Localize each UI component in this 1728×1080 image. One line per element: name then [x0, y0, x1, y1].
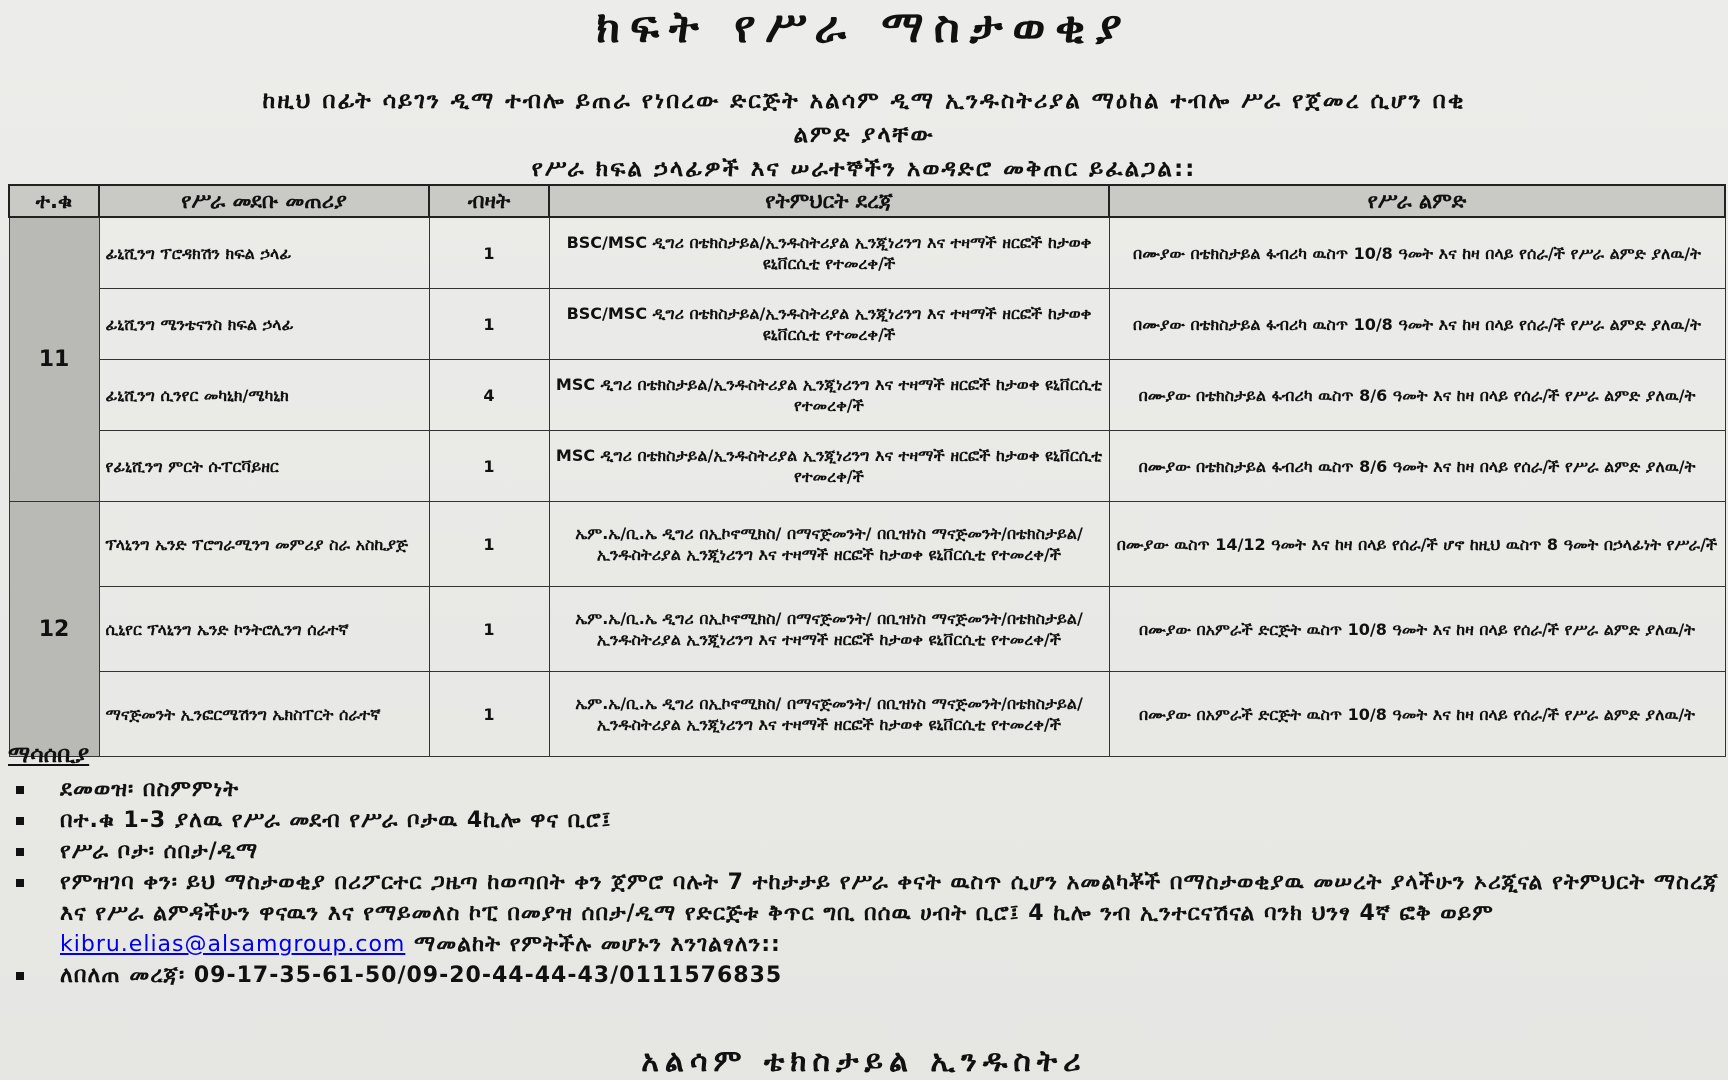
table-header-row [9, 185, 1725, 217]
education-cell: BSC/MSC ዲግሪ በቴክስታይል/ኢንዱስትሪያል ኢንጂነሪንግ እና ተዛማች ዘርፎች ከታወቀ ዩኒቨርሲቲ የተመረቀ/ች [549, 289, 1109, 360]
experience-cell: በሙያው በቴክስታይል ፋብሪካ ዉስጥ 8/6 ዓመት እና ከዛ በላይ የሰራ/ች የሥራ ልምድ ያለዉ/ት [1109, 431, 1725, 502]
experience-cell: በሙያው በአምራች ድርጅት ዉስጥ 10/8 ዓመት እና ከዛ በላይ የሰራ/ች የሥራ ልምድ ያለዉ/ት [1109, 587, 1725, 672]
education-cell: ኤም.ኤ/ቢ.ኤ ዲግሪ በኢኮኖሚክስ/ በማናጅመንት/ በቢዝነስ ማናጅመንት/በቴክስታይል/ኢንዱስትሪያል ኢንጂነሪንግ እና ተዛማች ዘርፎች ከታወቀ ዩኒቨርሲቲ የተመረቀ/ች [549, 502, 1109, 587]
position-cell: ሲኒየር ፕላኒንግ ኤንድ ኮንትሮሊንግ ሰራተኛ [99, 587, 429, 672]
experience-cell: በሙያው ዉስጥ 14/12 ዓመት እና ከዛ በላይ የሰራ/ች ሆኖ ከዚህ ዉስጥ 8 ዓመት በኃላፊነት የሥራ/ች [1109, 502, 1725, 587]
table-row [9, 587, 1725, 672]
position-cell: ማናጅመንት ኢንፎርሜሽንግ ኤክስፐርት ሰራተኛ [99, 672, 429, 757]
experience-cell: በሙያው በቴክስታይል ፋብሪካ ዉስጥ 10/8 ዓመት እና ከዛ በላይ የሰራ/ች የሥራ ልምድ ያለዉ/ት [1109, 217, 1725, 289]
registration-suffix: ማመልከት የምትችሉ መሆኑን እንገልፃለን:: [414, 932, 781, 957]
notes-list [8, 774, 1724, 991]
education-cell: BSC/MSC ዲግሪ በቴክስታይል/ኢንዱስትሪያል ኢንጂነሪንግ እና ተዛማች ዘርፎች ከታወቀ ዩኒቨርሲቲ የተመረቀ/ች [549, 217, 1109, 289]
note-salary: ደመወዝ፡ በስምምነት [8, 774, 1724, 805]
note-workplace: የሥራ ቦታ፡ ሰበታ/ዲማ [8, 836, 1724, 867]
table-row [9, 672, 1725, 757]
header-quantity: ብዛት [429, 185, 549, 217]
note-phone: ለበለጠ መረጃ፡ 09-17-35-61-50/09-20-44-44-43/0111576835 [8, 960, 1724, 991]
experience-cell: በሙያው በቴክስታይል ፋብሪካ ዉስጥ 10/8 ዓመት እና ከዛ በላይ የሰራ/ች የሥራ ልምድ ያለዉ/ት [1109, 289, 1725, 360]
quantity-cell: 1 [429, 587, 549, 672]
note-site: በተ.ቁ 1-3 ያለዉ የሥራ መደብ የሥራ ቦታዉ 4ኪሎ ዋና ቢሮ፤ [8, 805, 1724, 836]
intro-line-3: የሥራ ክፍል ኃላፊዎች እና ሠራተኞችን አወዳድሮ መቅጠር ይፈልጋል:: [531, 156, 1197, 182]
quantity-cell: 4 [429, 360, 549, 431]
position-cell: የፊኒሺንግ ምርት ሱፐርቫይዘር [99, 431, 429, 502]
position-cell: ፊኒሺንግ ሲንየር መካኒክ/ሜካኒክ [99, 360, 429, 431]
notes-heading: ማሳሰቢያ [8, 742, 90, 768]
education-cell: ኤም.ኤ/ቢ.ኤ ዲግሪ በኢኮኖሚክስ/ በማናጅመንት/ በቢዝነስ ማናጅመንት/በቴክስታይል/ኢንዱስትሪያል ኢንጂነሪንግ እና ተዛማች ዘርፎች ከታወቀ ዩኒቨርሲቲ የተመረቀ/ች [549, 587, 1109, 672]
education-cell: MSC ዲግሪ በቴክስታይል/ኢንዱስትሪያል ኢንጂነሪንግ እና ተዛማች ዘርፎች ከታወቀ ዩኒቨርሲቲ የተመረቀ/ች [549, 360, 1109, 431]
header-experience: የሥራ ልምድ [1109, 185, 1725, 217]
header-position: የሥራ መደቡ መጠሪያ [99, 185, 429, 217]
email-link[interactable]: kibru.elias@alsamgroup.com [60, 932, 406, 957]
table-row [9, 360, 1725, 431]
jobs-table [8, 184, 1726, 757]
intro-line-2: ልምድ ያላቸው [793, 122, 935, 148]
intro-paragraph [8, 84, 1720, 186]
quantity-cell: 1 [429, 289, 549, 360]
table-row [9, 431, 1725, 502]
ad-title: ክፍት የሥራ ማስታወቂያ [596, 2, 1132, 53]
intro-line-1: ከዚህ በፊት ሳይገን ዲማ ተብሎ ይጠራ የነበረው ድርጅት አልሳም ዲማ ኢንዱስትሪያል ማዕከል ተብሎ ሥራ የጀመረ ሲሆን በቂ [262, 88, 1466, 114]
group-number: 12 [9, 502, 99, 757]
quantity-cell: 1 [429, 431, 549, 502]
education-cell: ኤም.ኤ/ቢ.ኤ ዲግሪ በኢኮኖሚክስ/ በማናጅመንት/ በቢዝነስ ማናጅመንት/በቴክስታይል/ኢንዱስትሪያል ኢንጂነሪንግ እና ተዛማች ዘርፎች ከታወቀ ዩኒቨርሲቲ የተመረቀ/ች [549, 672, 1109, 757]
position-cell: ፊኒሺንግ ፕሮዳክሽን ክፍል ኃላፊ [99, 217, 429, 289]
table-row [9, 289, 1725, 360]
table-row [9, 217, 1725, 289]
education-cell: MSC ዲግሪ በቴክስታይል/ኢንዱስትሪያል ኢንጂነሪንግ እና ተዛማች ዘርፎች ከታወቀ ዩኒቨርሲቲ የተመረቀ/ች [549, 431, 1109, 502]
header-no: ተ.ቁ [9, 185, 99, 217]
experience-cell: በሙያው በአምራች ድርጅት ዉስጥ 10/8 ዓመት እና ከዛ በላይ የሰራ/ች የሥራ ልምድ ያለዉ/ት [1109, 672, 1725, 757]
position-cell: ፕላኒንግ ኤንድ ፕሮግራሚንግ መምሪያ ስራ አስኪያጅ [99, 502, 429, 587]
note-registration [8, 867, 1724, 960]
position-cell: ፊኒሺንግ ሜንቴናንስ ክፍል ኃላፊ [99, 289, 429, 360]
header-education: የትምህርት ደረጃ [549, 185, 1109, 217]
company-signature: አልሳም ቴክስታይል ኢንዱስትሪ [641, 1044, 1087, 1079]
quantity-cell: 1 [429, 217, 549, 289]
quantity-cell: 1 [429, 672, 549, 757]
experience-cell: በሙያው በቴክስታይል ፋብሪካ ዉስጥ 8/6 ዓመት እና ከዛ በላይ የሰራ/ች የሥራ ልምድ ያለዉ/ት [1109, 360, 1725, 431]
quantity-cell: 1 [429, 502, 549, 587]
table-row [9, 502, 1725, 587]
registration-text: የምዝገባ ቀን፡ ይህ ማስታወቂያ በሪፖርተር ጋዜጣ ከወጣበት ቀን ጀምሮ ባሉት 7 ተከታታይ የሥራ ቀናት ዉስጥ ሲሆን አመልካቾች በማስታወቂያዉ መሠረት ያላችሁን ኦሪጂናል የትምህርት ማስረጃ እና የሥራ ልምዳችሁን ዋናዉን እና የማይመለስ ኮፒ በመያዝ ሰበታ/ዲማ የድርጅቱ ቅጥር ግቢ በሰዉ ሀብት ቢሮ፤ 4 ኪሎ ንብ ኢንተርናሽናል ባንክ ህንፃ 4ኛ ፎቅ ወይም [60, 870, 1719, 926]
group-number: 11 [9, 217, 99, 502]
